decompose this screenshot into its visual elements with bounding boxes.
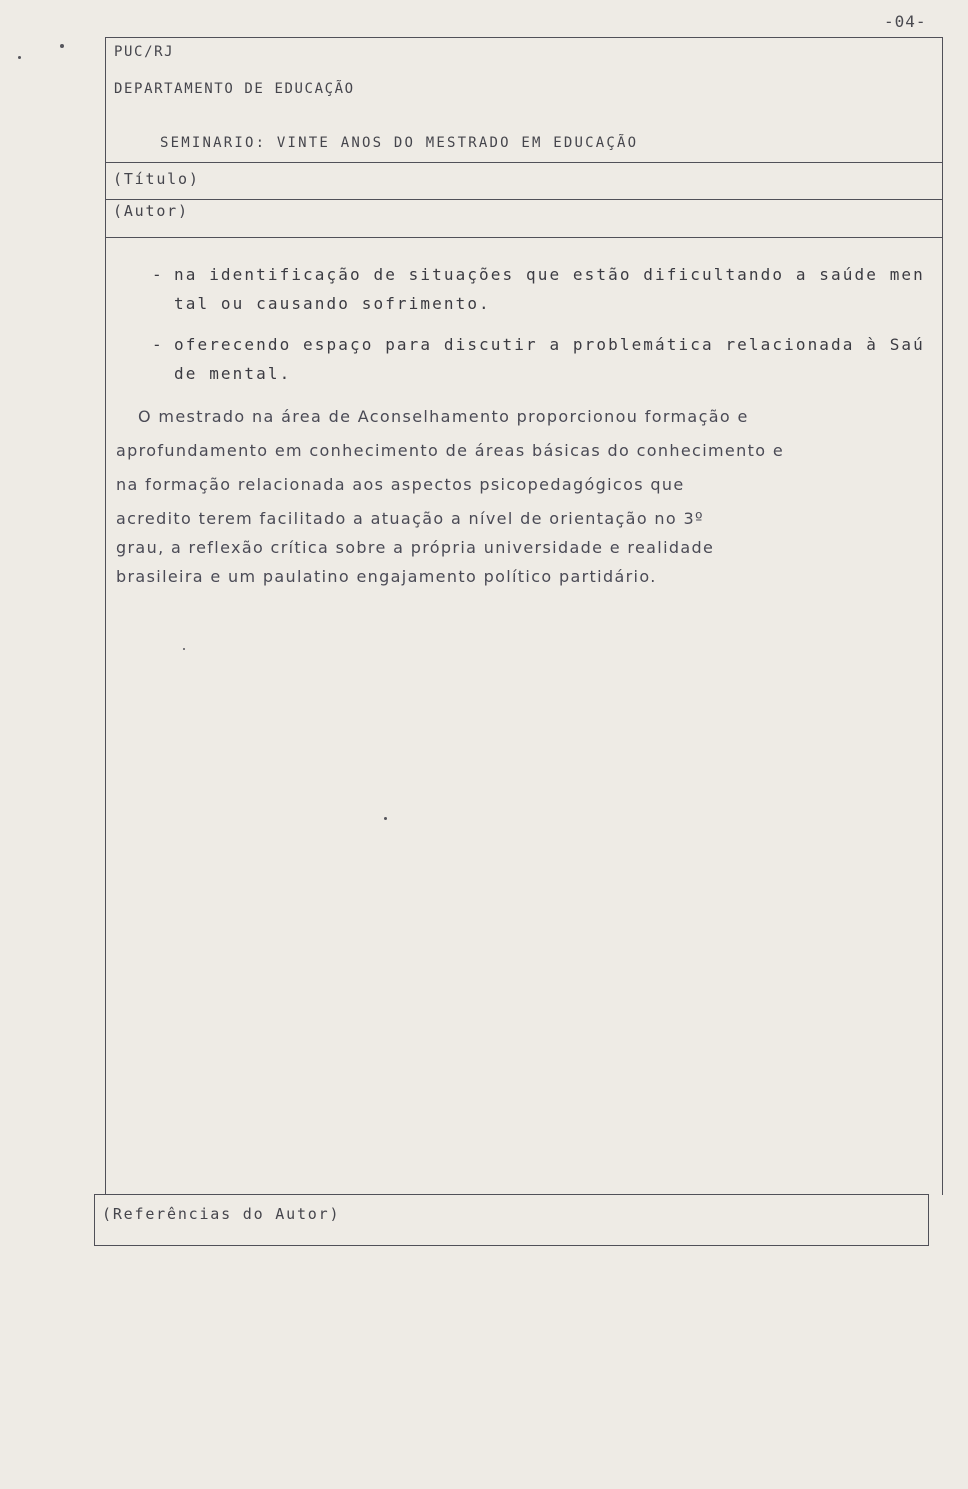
bullet-item [152,330,925,388]
paragraph-line: na formação relacionada aos aspectos psicopedagógicos que [116,475,685,494]
paragraph-line: acredito terem facilitado a atuação a nível de orientação no 3º [116,509,704,528]
title-field-label: (Título) [113,170,200,188]
divider [106,199,942,200]
paper-speck [18,56,21,59]
paragraph-line: brasileira e um paulatino engajamento político partidário. [116,567,657,586]
paragraph-line: O mestrado na área de Aconselhamento proporcionou formação e [138,407,749,426]
institution-name: PUC/RJ [114,44,175,60]
author-field-label: (Autor) [113,202,189,220]
references-box [94,1194,929,1246]
divider [106,162,942,163]
form-frame [105,37,943,1195]
paper-speck [384,817,387,820]
bullet-line: de mental. [174,364,292,383]
paper-speck [60,44,64,48]
paper-speck [183,648,185,650]
page-number: -04- [884,12,927,31]
department-name: DEPARTAMENTO DE EDUCAÇÃO [114,81,355,97]
paragraph-line: aprofundamento em conhecimento de áreas básicas do conhecimento e [116,441,785,460]
bullet-item [152,260,925,318]
divider [106,237,942,238]
bullet-line: na identificação de situações que estão dificultando a saúde men [174,265,925,284]
references-label: (Referências do Autor) [102,1205,341,1223]
bullet-dash: - [152,265,164,284]
bullet-line: oferecendo espaço para discutir a problemática relacionada à Saú [174,335,925,354]
bullet-line: tal ou causando sofrimento. [174,294,491,313]
body-paragraph [116,404,906,598]
paragraph-line: grau, a reflexão crítica sobre a própria universidade e realidade [116,538,715,557]
bullet-dash: - [152,335,164,354]
seminar-title: SEMINARIO: VINTE ANOS DO MESTRADO EM EDUCAÇÃO [160,135,639,151]
